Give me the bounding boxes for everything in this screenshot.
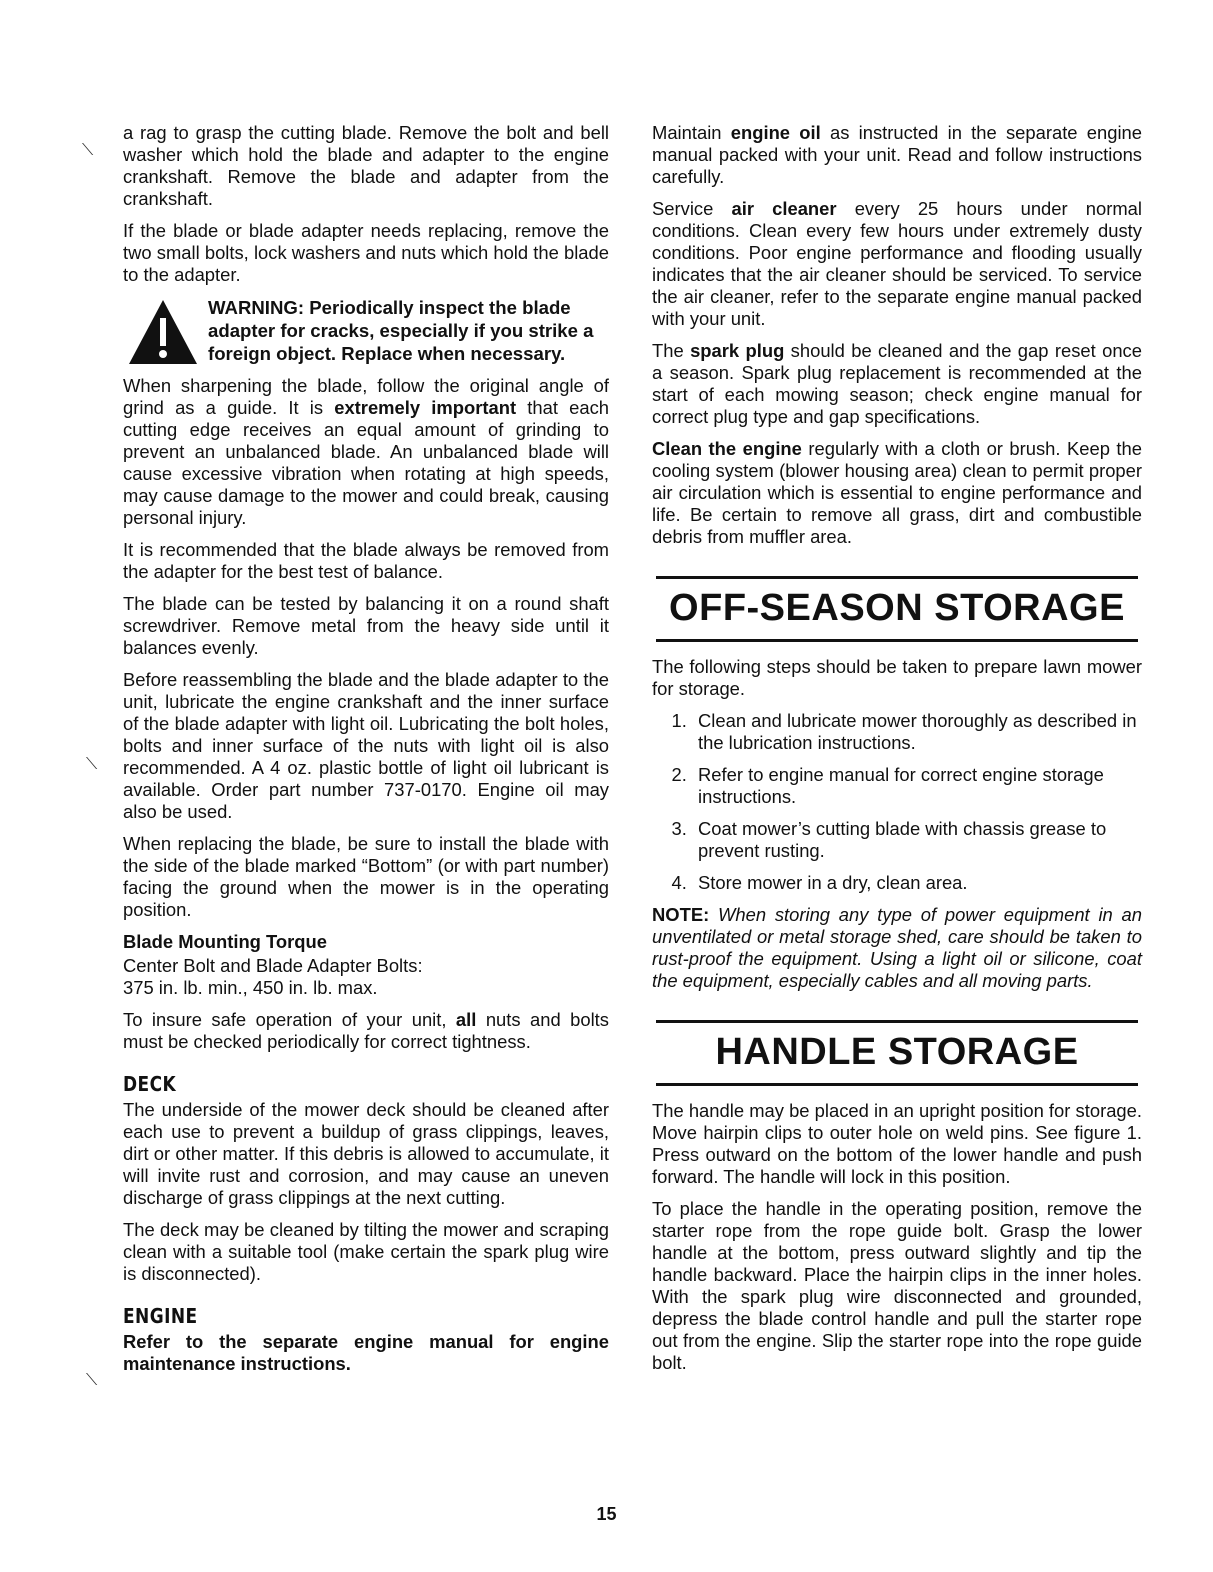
paragraph: Refer to the separate engine manual for engine maintenance instructions. bbox=[123, 1331, 609, 1374]
scan-mark: ⟍ bbox=[86, 756, 98, 773]
off-season-banner bbox=[652, 576, 1142, 642]
paragraph: The following steps should be taken to prepare lawn mower for storage. bbox=[652, 656, 1142, 699]
torque-title: Blade Mounting Torque bbox=[123, 931, 327, 952]
right-column bbox=[652, 122, 1142, 1384]
paragraph: If the blade or blade adapter needs replacing, remove the two small bolts, lock washers and nuts which hold the blade to the adapter. bbox=[123, 220, 609, 285]
torque-line: 375 in. lb. min., 450 in. lb. max. bbox=[123, 977, 378, 998]
section-heading-engine: ENGINE bbox=[123, 1304, 198, 1328]
paragraph: To insure safe operation of your unit, all nuts and bolts must be checked periodically for correct tightness. bbox=[123, 1009, 609, 1052]
left-column bbox=[123, 122, 609, 1385]
paragraph: The blade can be tested by balancing it on a round shaft screwdriver. Remove metal from the heavy side until it balances evenly. bbox=[123, 593, 609, 658]
paragraph: It is recommended that the blade always be removed from the adapter for the best test of balance. bbox=[123, 539, 609, 582]
rule bbox=[656, 576, 1138, 579]
paragraph: Before reassembling the blade and the blade adapter to the unit, lubricate the engine crankshaft and the inner surface of the blade adapter with light oil. Lubricating the bolt holes, bolts and inner surface of the nuts with light oil is also recommended. A 4 oz. plastic bottle of light oil lubricant is available. Order part number 737-0170. Engine oil may also be used. bbox=[123, 669, 609, 822]
paragraph: Service air cleaner every 25 hours under normal conditions. Clean every few hours under extremely dusty conditions. Poor engine performance and flooding usually indicates that the air cleaner should be serviced. To service the air cleaner, refer to the separate engine manual packed with your unit. bbox=[652, 198, 1142, 329]
note: NOTE: When storing any type of power equipment in an unventilated or metal storage shed, care should be taken to rust-proof the equipment. Using a light oil or silicone, coat the equipment, especially cables and all moving parts. bbox=[652, 904, 1142, 991]
warning-text: WARNING: Periodically inspect the blade adapter for cracks, especially if you strike a foreign object. Replace when necessary. bbox=[208, 297, 594, 364]
list-item: 2. Refer to engine manual for correct engine storage instructions. bbox=[692, 764, 1142, 808]
list-item: 4. Store mower in a dry, clean area. bbox=[692, 872, 1142, 894]
section-title-handle-storage: HANDLE STORAGE bbox=[715, 1031, 1079, 1073]
paragraph: The deck may be cleaned by tilting the mower and scraping clean with a suitable tool (make certain the spark plug wire is disconnected). bbox=[123, 1219, 609, 1284]
section-heading-deck: DECK bbox=[123, 1072, 177, 1096]
paragraph: Clean the engine regularly with a cloth or brush. Keep the cooling system (blower housing area) clean to permit proper air circulation which is essential to engine performance and life. Be certain to remove all grass, dirt and combustible debris from muffler area. bbox=[652, 438, 1142, 547]
scan-mark: ⟍ bbox=[86, 1372, 98, 1389]
rule bbox=[656, 1083, 1138, 1086]
warning-block bbox=[123, 296, 609, 365]
torque-line: Center Bolt and Blade Adapter Bolts: bbox=[123, 955, 423, 976]
rule bbox=[656, 1020, 1138, 1023]
paragraph: The handle may be placed in an upright position for storage. Move hairpin clips to outer hole on weld pins. See figure 1. Press outward on the bottom of the lower handle and push forward. The handle will lock in this position. bbox=[652, 1100, 1142, 1187]
storage-steps-list bbox=[652, 710, 1142, 894]
section-title-off-season: OFF-SEASON STORAGE bbox=[669, 587, 1125, 629]
paragraph: To place the handle in the operating position, remove the starter rope from the rope guide bolt. Grasp the lower handle at the bottom, press outward slightly and tip the handle backward. Place the hairpin clips in the inner holes. With the spark plug wire disconnected and grounded, depress the blade control handle and pull the starter rope out from the engine. Slip the starter rope into the rope guide bolt. bbox=[652, 1198, 1142, 1373]
handle-storage-banner bbox=[652, 1020, 1142, 1086]
paragraph: When replacing the blade, be sure to install the blade with the side of the blade marked “Bottom” (or with part number) facing the ground when the mower is in the operating position. bbox=[123, 833, 609, 920]
rule bbox=[656, 639, 1138, 642]
scan-mark: ⟍ bbox=[82, 142, 94, 159]
warning-triangle-icon bbox=[127, 298, 199, 366]
paragraph: The underside of the mower deck should be cleaned after each use to prevent a buildup of grass clippings, leaves, dirt or other matter. If this debris is allowed to accumulate, it will invite rust and corrosion, and may cause an uneven discharge of grass clippings at the next cutting. bbox=[123, 1099, 609, 1208]
paragraph: a rag to grasp the cutting blade. Remove the bolt and bell washer which hold the blade and adapter to the engine crankshaft. Remove the blade and adapter from the crankshaft. bbox=[123, 122, 609, 209]
list-item: 3. Coat mower’s cutting blade with chassis grease to prevent rusting. bbox=[692, 818, 1142, 862]
paragraph: Maintain engine oil as instructed in the separate engine manual packed with your unit. Read and follow instructions carefully. bbox=[652, 122, 1142, 187]
paragraph: When sharpening the blade, follow the original angle of grind as a guide. It is extremely important that each cutting edge receives an equal amount of grinding to prevent an unbalanced blade. An unbalanced blade will cause excessive vibration when rotating at high speeds, may cause damage to the mower and could break, causing personal injury. bbox=[123, 375, 609, 528]
list-item: 1. Clean and lubricate mower thoroughly as described in the lubrication instructions. bbox=[692, 710, 1142, 754]
page-number: 15 bbox=[596, 1504, 617, 1524]
paragraph: The spark plug should be cleaned and the gap reset once a season. Spark plug replacement is recommended at the start of each mowing season; check engine manual for correct plug type and gap specifications. bbox=[652, 340, 1142, 427]
